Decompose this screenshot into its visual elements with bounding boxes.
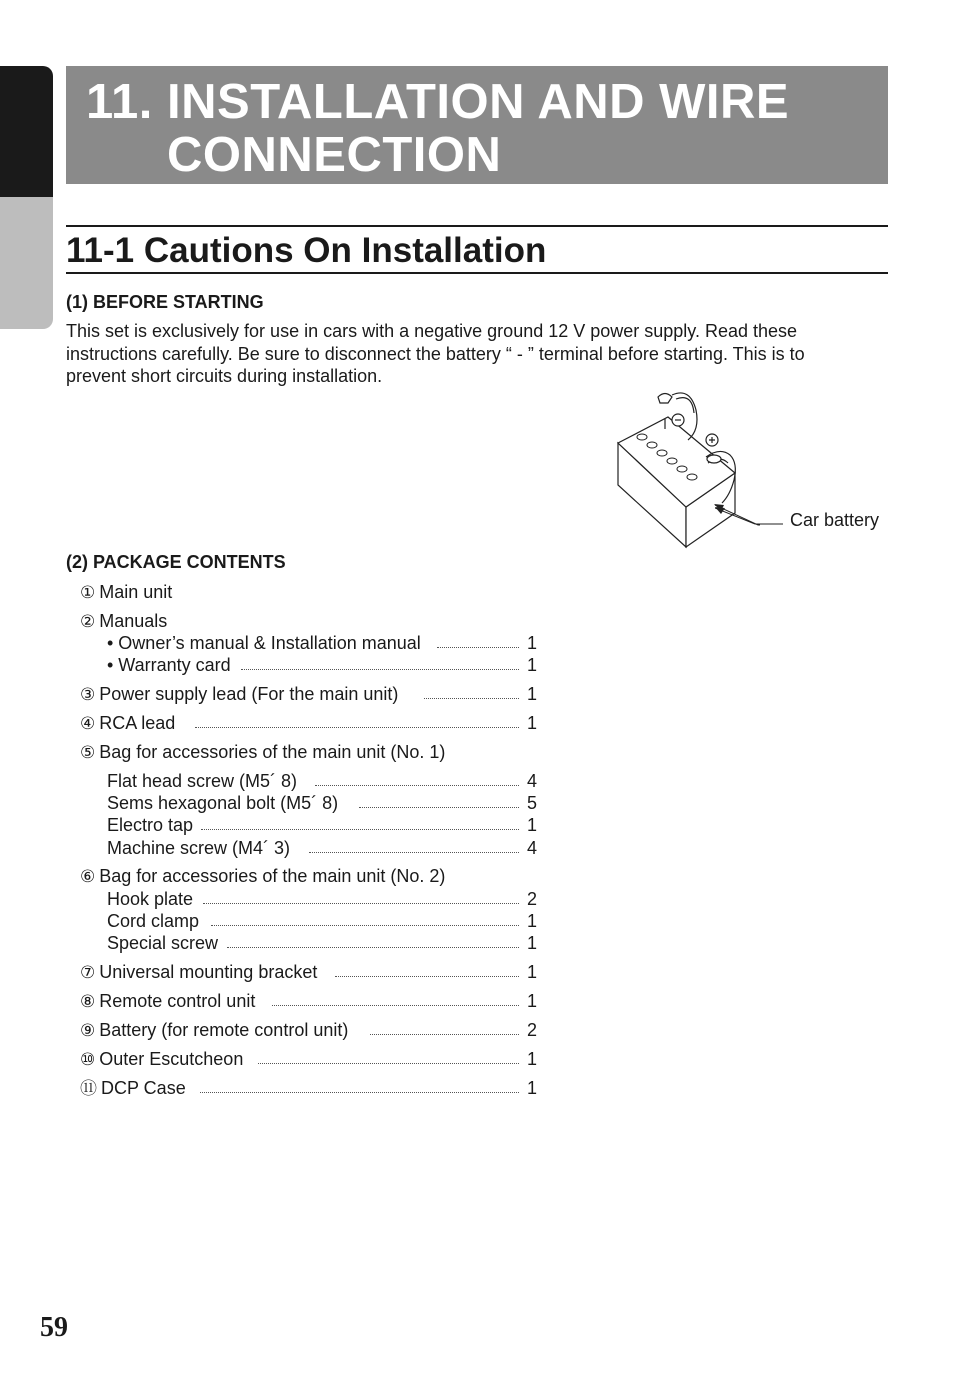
- chapter-edge-tab-light: [0, 197, 53, 329]
- section-title: 11-1 Cautions On Installation: [66, 231, 547, 270]
- item-quantity: 2: [526, 1020, 537, 1040]
- item-quantity: 1: [526, 815, 537, 835]
- leader-dots: [335, 976, 519, 977]
- item-number: ⑦: [80, 963, 96, 982]
- item-label: • Owner’s manual & Installation manual: [107, 632, 425, 654]
- item-number: ⑪: [80, 1079, 97, 1098]
- paragraph-line: instructions carefully. Be sure to disconnect the battery “ - ” terminal before starting. This is to: [66, 343, 805, 364]
- item-quantity: 1: [526, 633, 537, 653]
- leader-dots: [258, 1063, 519, 1064]
- package-contents-heading: (2) PACKAGE CONTENTS: [66, 552, 286, 572]
- item-quantity: 1: [526, 684, 537, 704]
- item-number: ⑩: [80, 1050, 96, 1069]
- before-starting-heading: (1) BEFORE STARTING: [66, 292, 264, 312]
- leader-dots: [211, 925, 519, 926]
- list-item: [80, 581, 537, 603]
- list-item: [80, 961, 537, 983]
- item-label: Manuals: [99, 611, 168, 631]
- item-number: ②: [80, 612, 96, 631]
- list-item: [80, 683, 537, 705]
- list-item: [80, 741, 537, 763]
- item-label: Bag for accessories of the main unit (No. 1): [99, 742, 446, 762]
- item-label: Cord clamp: [107, 910, 203, 932]
- item-label: Bag for accessories of the main unit (No. 2): [99, 866, 446, 886]
- list-item: [80, 1048, 537, 1070]
- item-label: Remote control unit: [99, 991, 256, 1011]
- item-label: Special screw: [107, 932, 222, 954]
- leader-dots: [370, 1034, 519, 1035]
- paragraph-line: prevent short circuits during installation.: [66, 366, 383, 386]
- item-quantity: 1: [526, 991, 537, 1011]
- leader-dots: [203, 903, 519, 904]
- item-label: Machine screw (M4´ 3): [107, 837, 294, 859]
- item-label: RCA lead: [99, 713, 176, 733]
- item-quantity: 1: [526, 911, 537, 931]
- item-quantity: 2: [526, 889, 537, 909]
- item-quantity: 1: [526, 655, 537, 675]
- item-quantity: 1: [526, 1049, 537, 1069]
- item-number: ⑥: [80, 867, 96, 886]
- chapter-title-line1: 11. INSTALLATION AND WIRE: [86, 75, 790, 129]
- list-item: [80, 990, 537, 1012]
- list-item: [107, 814, 537, 836]
- list-item: [107, 770, 537, 792]
- battery-pointer-line: [715, 500, 785, 530]
- chapter-title-banner: [66, 66, 888, 184]
- item-label: Electro tap: [107, 814, 197, 836]
- item-quantity: 4: [526, 771, 537, 791]
- leader-dots: [241, 669, 519, 670]
- item-label: Sems hexagonal bolt (M5´ 8): [107, 792, 342, 814]
- list-item: [80, 1019, 537, 1041]
- item-number: ①: [80, 583, 96, 602]
- before-starting-paragraph: [66, 320, 866, 388]
- list-item: [80, 865, 537, 887]
- car-battery-label: Car battery: [790, 510, 880, 530]
- item-label: Outer Escutcheon: [99, 1049, 244, 1069]
- leader-dots: [195, 727, 519, 728]
- list-item: [107, 654, 537, 676]
- item-label: Main unit: [99, 582, 173, 602]
- item-label: • Warranty card: [107, 654, 235, 676]
- leader-dots: [227, 947, 519, 948]
- leader-dots: [201, 829, 519, 830]
- list-item: [80, 712, 537, 734]
- list-item: [107, 910, 537, 932]
- item-number: ⑧: [80, 992, 96, 1011]
- leader-dots: [424, 698, 519, 699]
- list-item: [107, 632, 537, 654]
- leader-dots: [359, 807, 519, 808]
- chapter-title-line2: CONNECTION: [167, 128, 502, 182]
- list-item: [107, 932, 537, 954]
- list-item: [107, 888, 537, 910]
- paragraph-line: This set is exclusively for use in cars with a negative ground 12 V power supply. Read these: [66, 321, 798, 341]
- item-quantity: 5: [526, 793, 537, 813]
- item-label: Hook plate: [107, 888, 197, 910]
- chapter-edge-tab-dark: [0, 66, 53, 197]
- item-label: Flat head screw (M5´ 8): [107, 770, 301, 792]
- leader-dots: [309, 852, 519, 853]
- item-number: ③: [80, 685, 96, 704]
- item-quantity: 1: [526, 933, 537, 953]
- item-label: Power supply lead (For the main unit): [99, 684, 399, 704]
- item-label: Universal mounting bracket: [99, 962, 318, 982]
- leader-dots: [437, 647, 519, 648]
- item-label: DCP Case: [101, 1078, 186, 1098]
- section-heading: [66, 225, 888, 274]
- item-quantity: 1: [526, 1078, 537, 1098]
- item-quantity: 1: [526, 962, 537, 982]
- item-label: Battery (for remote control unit): [99, 1020, 349, 1040]
- item-number: ⑤: [80, 743, 96, 762]
- list-item: [107, 837, 537, 859]
- list-item: [80, 610, 537, 632]
- list-item: [80, 1077, 537, 1099]
- page-number: 59: [40, 1312, 68, 1343]
- item-quantity: 1: [526, 713, 537, 733]
- item-quantity: 4: [526, 838, 537, 858]
- item-number: ④: [80, 714, 96, 733]
- leader-dots: [315, 785, 519, 786]
- list-item: [107, 792, 537, 814]
- item-number: ⑨: [80, 1021, 96, 1040]
- leader-dots: [200, 1092, 519, 1093]
- leader-dots: [272, 1005, 519, 1006]
